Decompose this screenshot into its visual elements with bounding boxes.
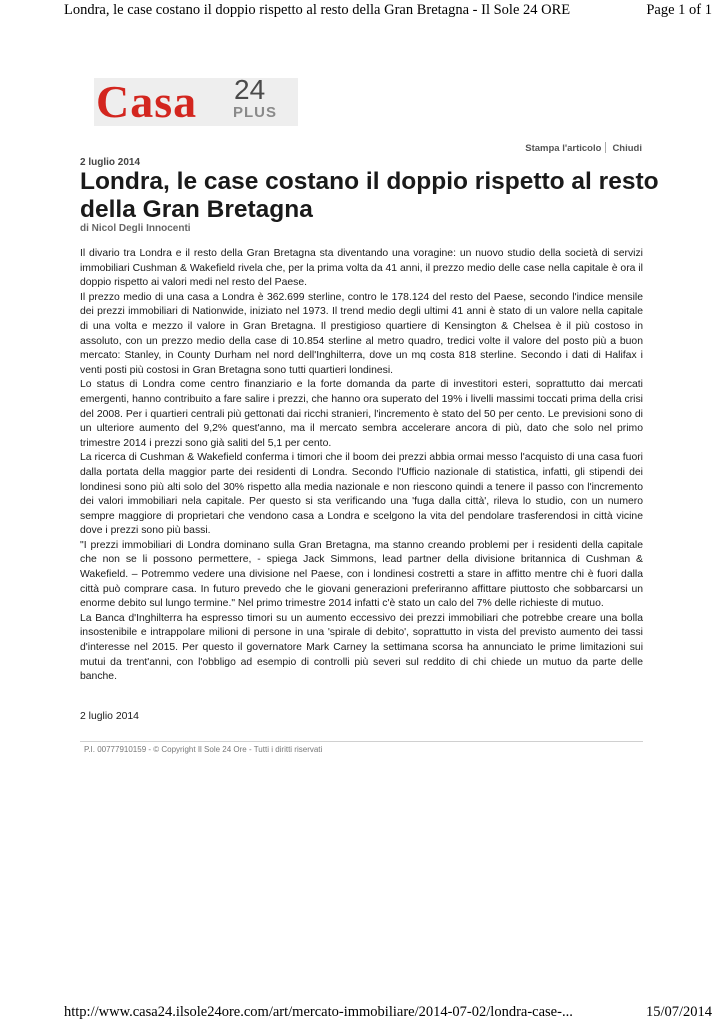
article-headline: Londra, le case costano il doppio rispetto al resto della Gran Bretagna — [80, 168, 659, 223]
print-footer-url: http://www.casa24.ilsole24ore.com/art/mercato-immobiliare/2014-07-02/londra-case-... — [64, 1004, 573, 1020]
print-footer-date: 15/07/2014 — [645, 1004, 712, 1020]
article-body — [80, 247, 643, 685]
casa24-plus-logo — [94, 74, 298, 127]
logo-number: 24 — [234, 74, 266, 105]
article-paragraph: La Banca d'Inghilterra ha espresso timori su un aumento eccessivo dei prezzi immobiliari che potrebbe creare una bolla insostenibile e intrappolare milioni di persone in una 'spirale di debito', soprattutto in vista del previsto aumento dei tassi d'interesse nel 2015. Per questo il governatore Mark Carney la settimana scorsa ha annunciato le prime limitazioni sui mutui da trent'anni, con l'obbligo ad esempio di controlli più severi sul reddito di chi chiede un mutuo da parte delle banche. — [80, 612, 643, 683]
close-link[interactable]: Chiudi — [612, 143, 642, 154]
article-date: 2 luglio 2014 — [80, 157, 141, 168]
article-paragraph: Il divario tra Londra e il resto della Gran Bretagna sta diventando una voragine: un nuovo studio della società di servizi immobiliari Cushman & Wakefield rivela che, per la prima volta da 41 anni, il prezzo medio delle case nella capitale è ora il doppio rispetto ai valori medi nel resto del Paese. — [80, 248, 643, 289]
actions-divider — [605, 142, 606, 153]
article-paragraph: Lo status di Londra come centro finanziario e la forte domanda da parte di investitori esteri, soprattutto dai mercati emergenti, hanno contribuito a fare salire i prezzi, che hanno ora superato del 19% i livelli massimi toccati prima della crisi del 2008. Per i quartieri centrali più gettonati dai ricchi stranieri, l'incremento è stato del 50 per cento. Le previsioni sono di un ulteriore aumento del 9,2% quest'anno, ma il mercato sembra accelerare ancora di più, dato che solo nel primo trimestre 2014 i prezzi sono già saliti del 5,1 per cento. — [80, 379, 643, 449]
article-paragraph: La ricerca di Cushman & Wakefield conferma i timori che il boom dei prezzi abbia ormai messo l'acquisto di una casa fuori dalla portata della maggior parte dei residenti di Londra. Secondo l'Ufficio nazionale di statistica, infatti, gli stipendi dei londinesi sono più alti solo del 30% rispetto alla media nazionale e non riescono quindi a tenere il passo con l'incremento dei valori immobiliari nela capitale. Per questo si sta verificando una 'fuga dalla città', rileva lo studio, con un numero sempre maggiore di proprietari che vendono casa a Londra e scelgono la vita del pendolare trasferendosi in città vicine dove i prezzi sono più bassi. — [80, 452, 643, 537]
copyright-notice: P.I. 00777910159 - © Copyright Il Sole 24 Ore - Tutti i diritti riservati — [84, 745, 323, 754]
article-paragraph: "I prezzi immobiliari di Londra dominano sulla Gran Bretagna, ma stanno creando problemi per i residenti della capitale che non se li possono permettere, - spiega Jack Simmons, lead partner della divisione britannica di Cushman & Wakefield. – Potremmo vedere una divisione nel Paese, con i londinesi costretti a stare in affitto mentre chi è fuori dalla città può comprare casa. In futuro prevedo che le giovani generazioni preferiranno affittare piuttosto che sobbarcarsi un enorme debito sul lungo termine." Nel primo trimestre 2014 infatti c'è stato un calo del 7% delle richieste di mutuo. — [80, 539, 643, 610]
print-header — [0, 2, 724, 20]
footer-divider — [80, 741, 643, 742]
print-footer — [0, 1004, 724, 1022]
print-article-link[interactable]: Stampa l'articolo — [525, 143, 602, 154]
logo-suffix: PLUS — [233, 104, 278, 121]
article-paragraph: Il prezzo medio di una casa a Londra è 362.699 sterline, contro le 178.124 del resto del Paese, secondo l'indice mensile dei prezzi immobiliari di Nationwide, iniziato nel 1973. Il trend medio degli ultimi 41 anni è stato di un valore nella capitale di una volta e mezzo il valore in Gran Bretagna. Il prestigioso quartiere di Kensington & Chelsea è il più costoso in assoluto, con un prezzo medio della case di 10.854 sterline al metro quadro, tredici volte il valore del posto più a buon mercato: Stanley, in County Durham nel nord dell'Inghilterra, dove un mq costa 818 sterline. Secondo i dati di Halifax i venti posti più costosi in Gran Bretagna sono tutti quartieri londinesi. — [80, 291, 643, 376]
article-actions — [525, 142, 642, 154]
print-header-page: Page 1 of 1 — [646, 2, 712, 18]
logo-word: Casa — [96, 76, 198, 127]
article-byline: di Nicol Degli Innocenti — [80, 223, 191, 234]
print-header-title: Londra, le case costano il doppio rispetto al resto della Gran Bretagna - Il Sole 24 ORE — [64, 2, 571, 18]
article-date-bottom: 2 luglio 2014 — [80, 711, 139, 722]
